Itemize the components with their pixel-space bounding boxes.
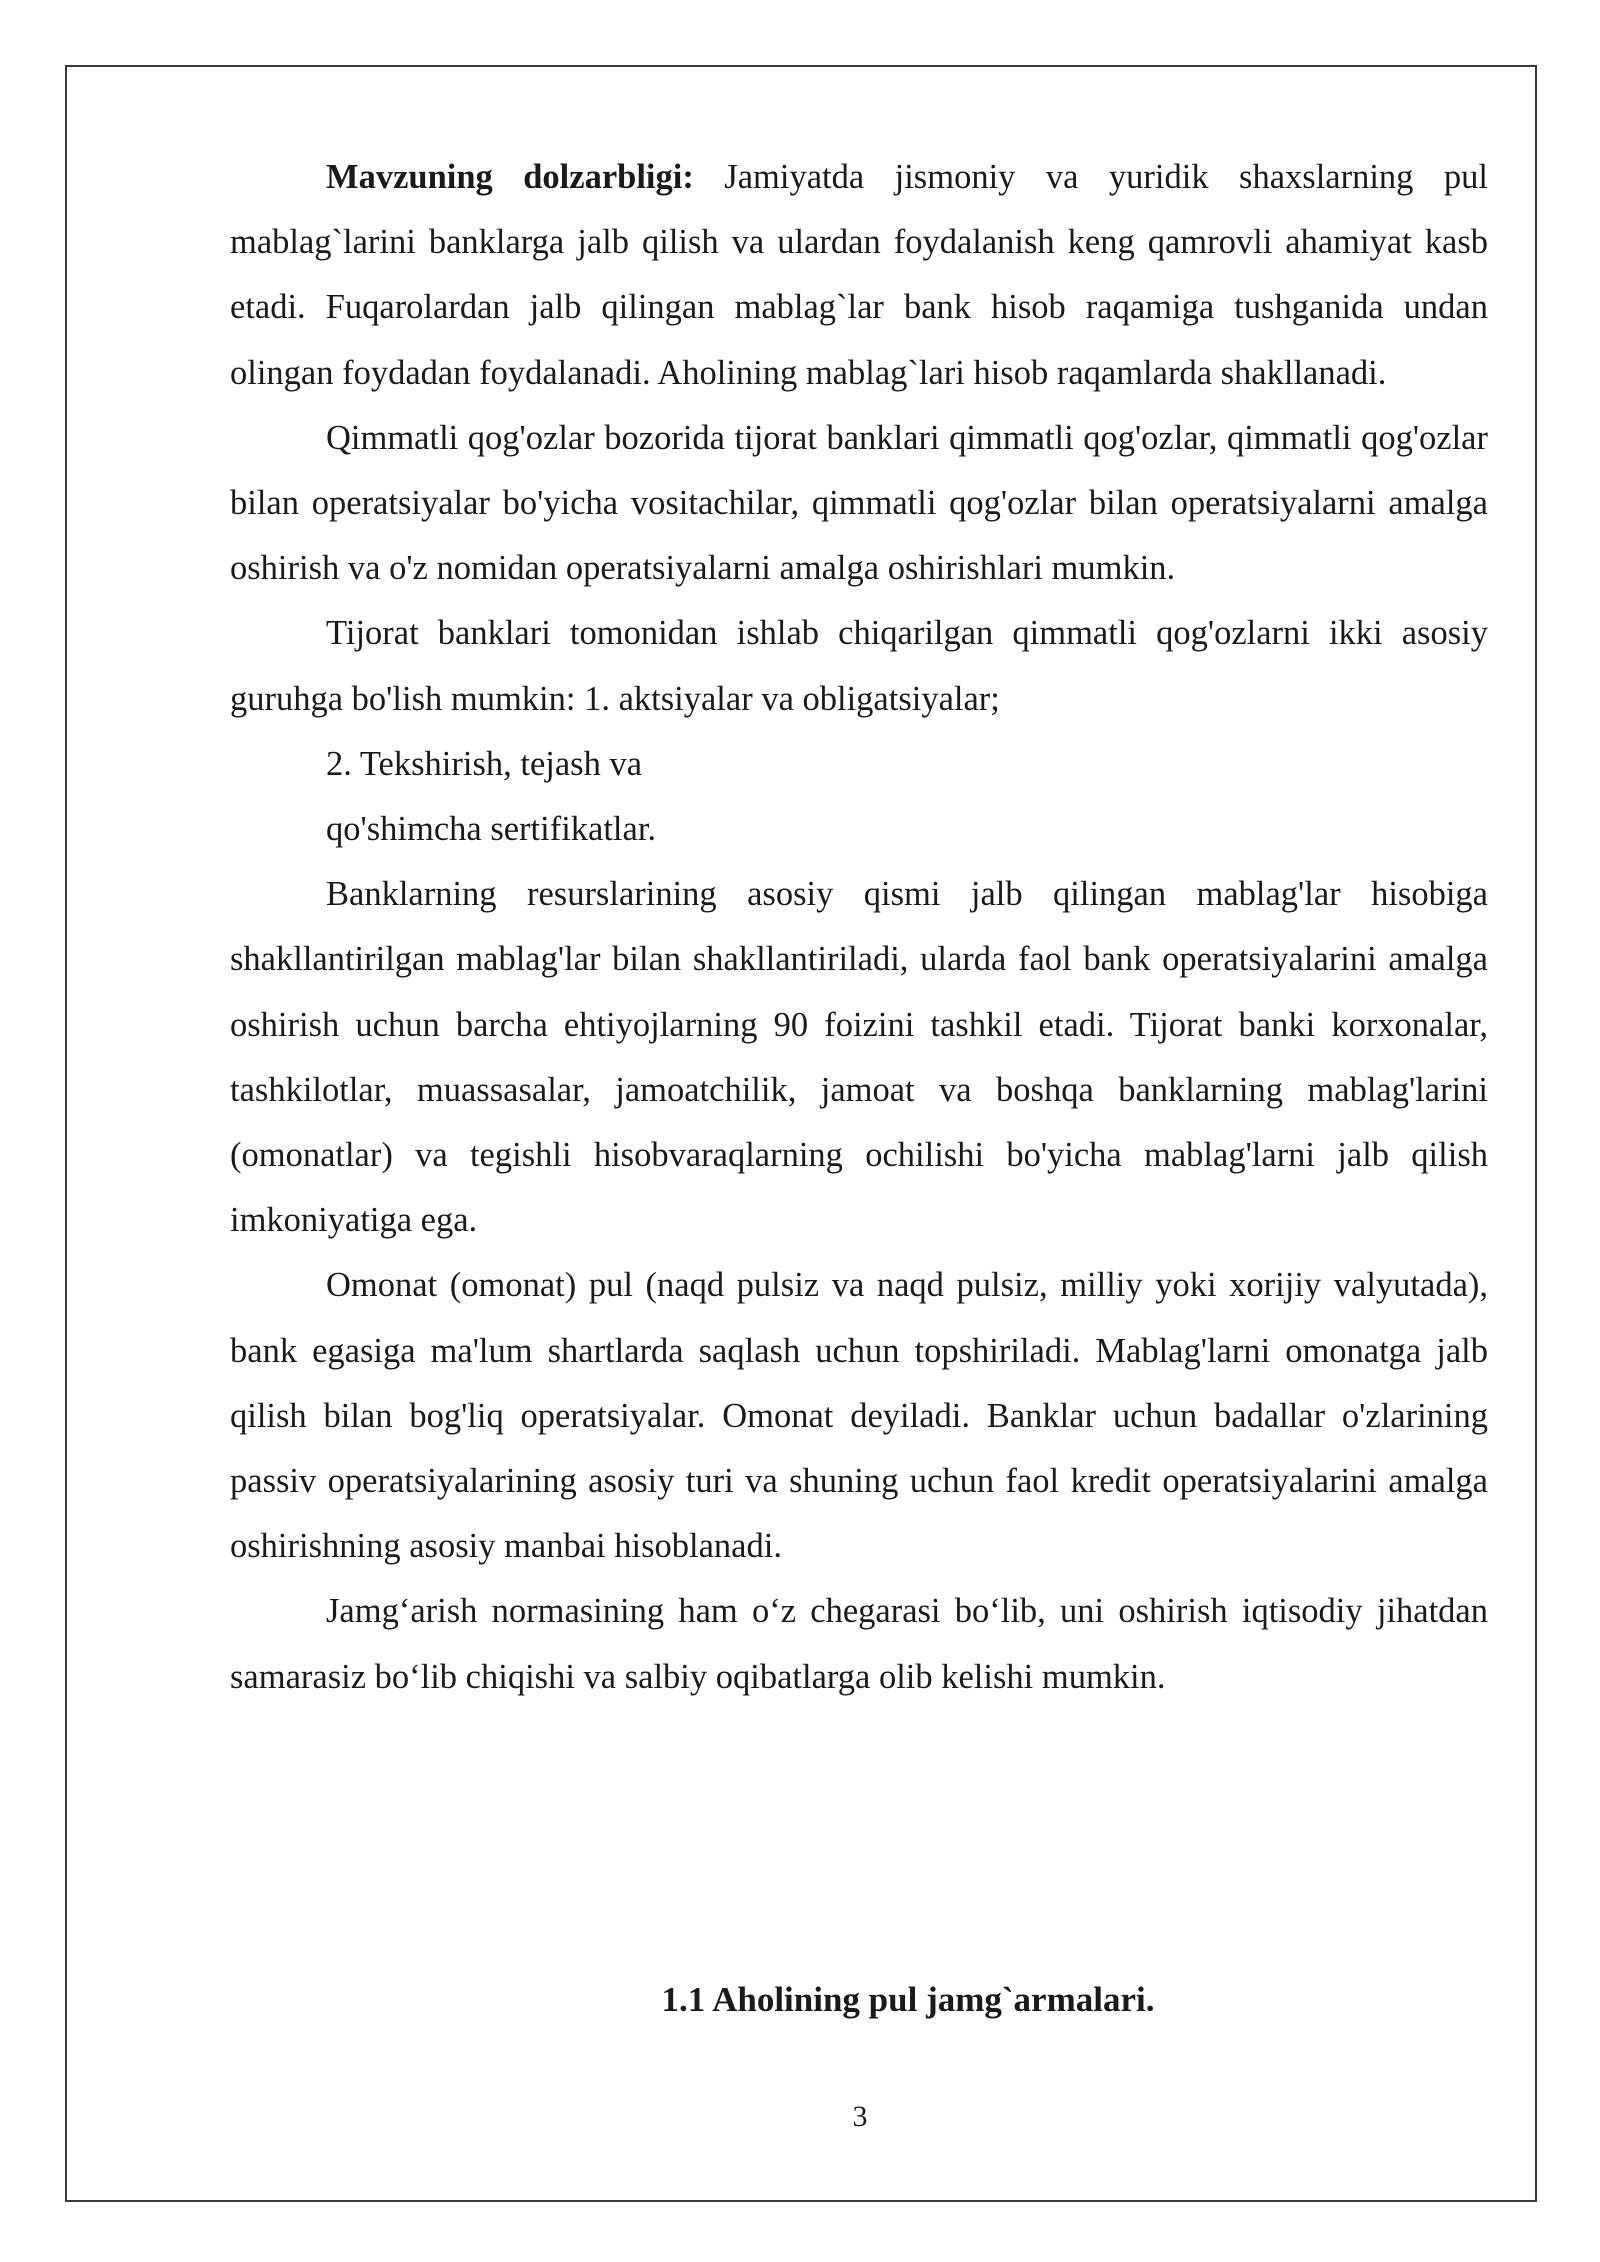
paragraph-bank-resources: Banklarning resurslarining asosiy qismi jalb qilingan mablag'lar hisobiga shakllantirilgan mablag'lar bilan shakllantiriladi, ularda faol bank operatsiyalarini amalga oshirish uchun barcha ehtiyojlarning 90 foizini tashkil etadi. Tijorat banki korxonalar, tashkilotlar, muassasalar, jamoatchilik, jamoat va boshqa banklarning mablag'larini (omonatlar) va tegishli hisobvaraqlarning ochilishi bo'yicha mablag'larni jalb qilish imkoniyatiga ega. — [230, 875, 1488, 1240]
list-line: 2. Tekshirish, tejash va — [326, 744, 643, 783]
paragraph-securities-groups: Tijorat banklari tomonidan ishlab chiqarilgan qimmatli qog'ozlarni ikki asosiy guruhga bo'lish mumkin: 1. aktsiyalar va obligatsiyalar; — [230, 614, 1488, 718]
paragraph-text: Jamiyatda jismoniy va yuridik shaxslarning pul mablag`larini banklarga jalb qilish va ulardan foydalanish keng qamrovli ahamiyat kasb etadi. Fuqarolardan jalb qilingan mablag`lar bank hisob raqamiga tushganida undan olingan foydadan foydalanadi. Aholining mablag`lari hisob raqamlarda shakllanadi. — [230, 158, 1488, 392]
paragraph-lead: Mavzuning dolzarbligi: — [326, 158, 694, 196]
list-line: qo'shimcha sertifikatlar. — [326, 810, 657, 849]
paragraph-securities-market: Qimmatli qog'ozlar bozorida tijorat banklari qimmatli qog'ozlar, qimmatli qog'ozlar bilan operatsiyalar bo'yicha vositachilar, qimmatli qog'ozlar bilan operatsiyalarni amalga oshirish va o'z nomidan operatsiyalarni amalga oshirishlari mumkin. — [230, 418, 1488, 588]
page-number: 3 — [852, 2100, 868, 2133]
section-heading: 1.1 Aholining pul jamg`armalari. — [661, 1980, 1155, 2019]
paragraph-deposit: Omonat (omonat) pul (naqd pulsiz va naqd pulsiz, milliy yoki xorijiy valyutada), bank egasiga ma'lum shartlarda saqlash uchun topshiriladi. Mablag'larni omonatga jalb qilish bilan bog'liq operatsiyalar. Omonat deyiladi. Banklar uchun badallar o'zlarining passiv operatsiyalarining asosiy turi va shuning uchun faol kredit operatsiyalarini amalga oshirishning asosiy manbai hisoblanadi. — [230, 1266, 1488, 1566]
paragraph-relevance — [230, 145, 1488, 406]
document-body — [230, 145, 1488, 1710]
paragraph-savings-rate: Jamg‘arish normasining ham o‘z chegarasi bo‘lib, uni oshirish iqtisodiy jihatdan samarasiz bo‘lib chiqishi va salbiy oqibatlarga olib kelishi mumkin. — [230, 1592, 1488, 1696]
